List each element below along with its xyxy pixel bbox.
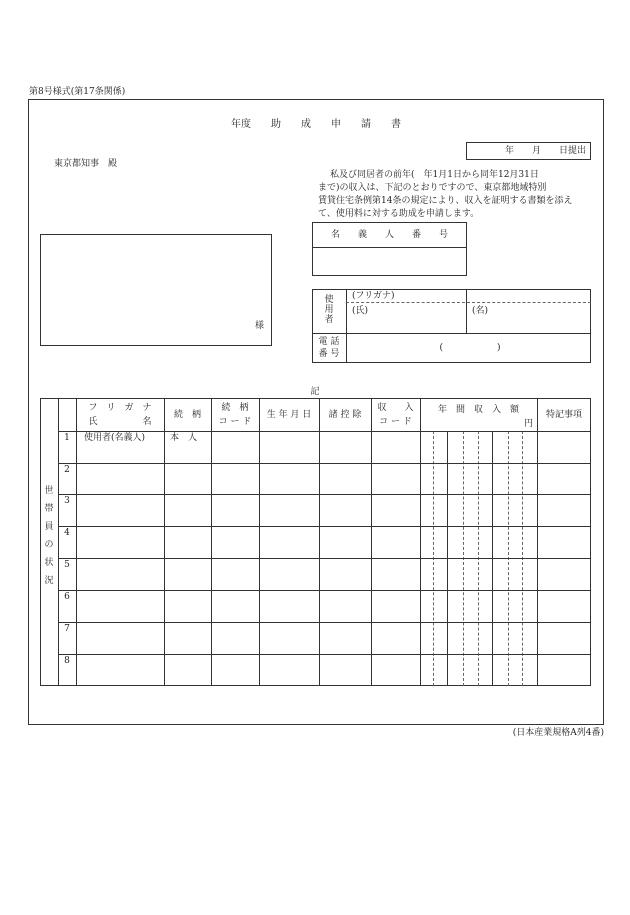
statement-line-1: 私及び同居者の前年( 年1月1日から同年12月31日 (330, 170, 539, 180)
phone-field[interactable]: ( ) (439, 343, 501, 353)
row-number-4: 4 (64, 528, 70, 538)
row-number-5: 5 (64, 560, 70, 570)
given-name-label: (名) (472, 306, 489, 316)
header-relation-code-2: コ ー ド (218, 417, 252, 427)
applicant-seal: 様 (255, 321, 265, 331)
given-name-field[interactable] (467, 303, 590, 332)
footer-note: (日本産業規格A列4番) (512, 728, 604, 738)
header-income-code-1: 収 入 (377, 403, 414, 413)
header-annual-income: 年 間 収 入 額 (437, 405, 519, 415)
header-relation: 続 柄 (173, 410, 201, 420)
row-number-2: 2 (64, 465, 70, 475)
household-label-4: の (44, 540, 54, 550)
row-number-7: 7 (64, 624, 70, 634)
statement-line-4: て、使用料に対する助成を申請します。 (318, 209, 480, 219)
user-label-2: 用 (324, 305, 334, 315)
user-label-3: 者 (324, 315, 334, 325)
phone-label-2: 番 号 (318, 349, 340, 359)
statement-line-3: 賃貸住宅条例第14条の規定により、収入を証明する書類を添え (318, 196, 573, 206)
header-yen: 円 (524, 419, 534, 429)
header-furigana: フ リ ガ ナ (88, 403, 152, 413)
row-1-name: 使用者(名義人) (84, 433, 146, 443)
row-number-8: 8 (64, 656, 70, 666)
date-submitted: 年 月 日提出 (504, 146, 586, 156)
household-label-1: 世 (44, 486, 54, 496)
header-income-code-2: コ ー ド (379, 417, 412, 427)
phone-label-1: 電 話 (318, 337, 340, 347)
surname-field[interactable] (347, 303, 465, 332)
addressee: 東京都知事 殿 (54, 159, 118, 169)
form-id: 第8号様式(第17条関係) (29, 87, 126, 97)
row-number-6: 6 (64, 592, 70, 602)
user-label-1: 使 (324, 295, 334, 305)
header-deduction: 諸 控 除 (328, 410, 362, 420)
header-name: 氏 名 (88, 417, 152, 427)
header-notes: 特記事項 (545, 410, 582, 420)
row-1-relation: 本 人 (170, 433, 198, 443)
household-label-2: 帯 (44, 504, 54, 514)
ki-label: 記 (310, 387, 320, 397)
row-number-1: 1 (64, 433, 70, 443)
statement-line-2: まで)の収入は、下記のとおりですので、東京都地域特別 (318, 183, 547, 193)
household-label-5: 状 (44, 558, 54, 568)
furigana-label: (フリガナ) (352, 291, 395, 301)
row-number-3: 3 (64, 496, 70, 506)
page-title: 年度 助 成 申 請 書 (231, 119, 401, 130)
surname-label: (氏) (352, 306, 369, 316)
header-birth: 生 年 月 日 (266, 410, 312, 420)
household-label-3: 員 (44, 522, 54, 532)
nominee-number-label: 名 義 人 番 号 (330, 230, 448, 240)
nominee-number-field[interactable] (313, 248, 466, 275)
header-relation-code-1: 続 柄 (221, 403, 249, 413)
applicant-box[interactable] (40, 234, 272, 346)
household-label-6: 況 (44, 576, 54, 586)
